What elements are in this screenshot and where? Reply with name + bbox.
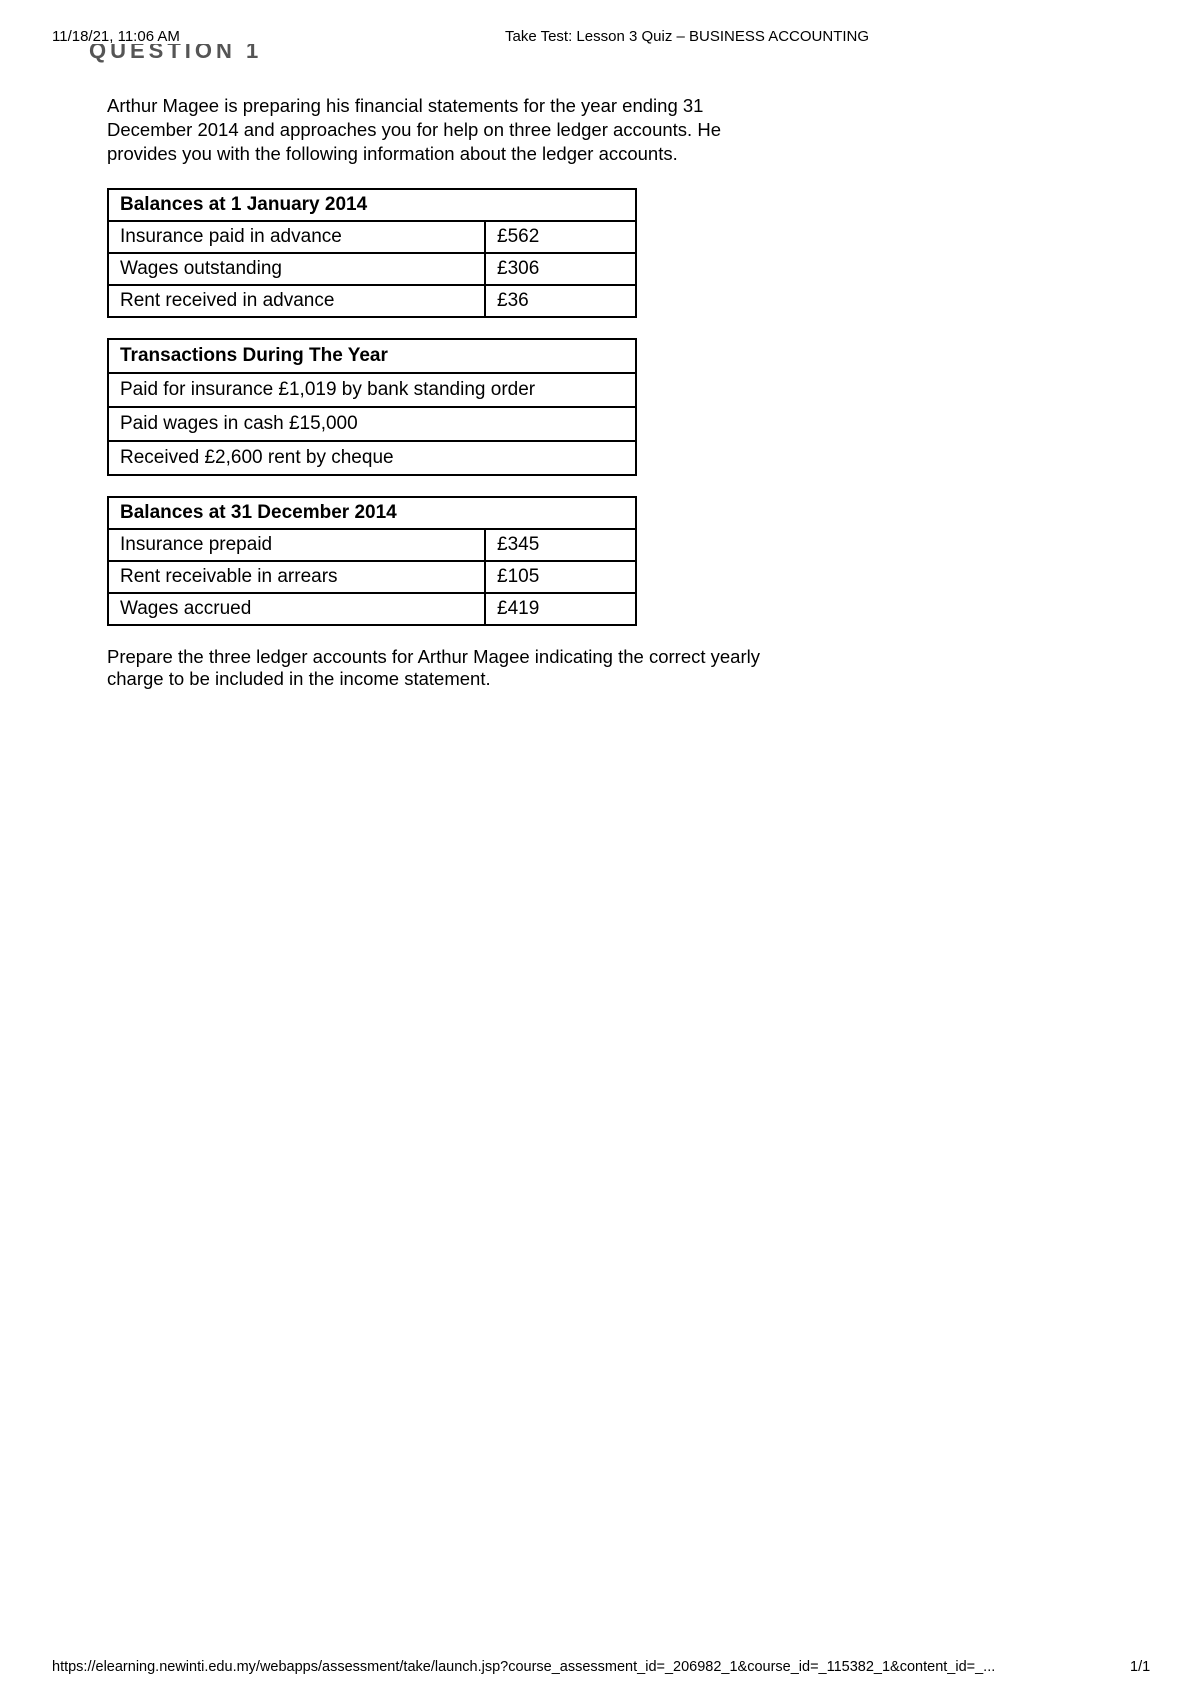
row-label: Insurance prepaid bbox=[108, 529, 485, 561]
question-title bbox=[89, 44, 262, 68]
row-value: £419 bbox=[485, 593, 636, 625]
opening-balances-table bbox=[107, 188, 637, 318]
row-label: Rent receivable in arrears bbox=[108, 561, 485, 593]
table-row bbox=[108, 441, 636, 475]
transactions-heading: Transactions During The Year bbox=[108, 339, 636, 373]
row-value: £306 bbox=[485, 253, 636, 285]
print-datetime: 11/18/21, 11:06 AM bbox=[52, 28, 180, 45]
row-label: Wages accrued bbox=[108, 593, 485, 625]
question-intro: Arthur Magee is preparing his financial statements for the year ending 31 December 2014 and approaches you for help on three ledger accounts. He provides you with the following information about the ledger accounts. bbox=[107, 95, 721, 164]
row-value: £562 bbox=[485, 221, 636, 253]
table-row bbox=[108, 373, 636, 407]
table-row bbox=[108, 593, 636, 625]
closing-balances-table bbox=[107, 496, 637, 626]
transactions-table bbox=[107, 338, 637, 476]
table-header-row bbox=[108, 189, 636, 221]
row-value: £105 bbox=[485, 561, 636, 593]
print-page-title: Take Test: Lesson 3 Quiz – BUSINESS ACCOUNTING bbox=[505, 28, 870, 45]
question-instruction: Prepare the three ledger accounts for Arthur Magee indicating the correct yearly charge to be included in the income statement. bbox=[107, 646, 760, 689]
row-value: £345 bbox=[485, 529, 636, 561]
table-row bbox=[108, 529, 636, 561]
row-value: £36 bbox=[485, 285, 636, 317]
table-header-row bbox=[108, 339, 636, 373]
opening-balances-heading: Balances at 1 January 2014 bbox=[108, 189, 636, 221]
table-row bbox=[108, 221, 636, 253]
row-label: Rent received in advance bbox=[108, 285, 485, 317]
closing-balances-heading: Balances at 31 December 2014 bbox=[108, 497, 636, 529]
question-body bbox=[107, 94, 767, 709]
table-row bbox=[108, 253, 636, 285]
transaction-text: Paid wages in cash £15,000 bbox=[108, 407, 636, 441]
table-row bbox=[108, 561, 636, 593]
print-footer-url: https://elearning.newinti.edu.my/webapps/assessment/take/launch.jsp?course_assessment_id=_206982_1&course_id=_115382_1&content_id=_... bbox=[52, 1659, 996, 1675]
table-row bbox=[108, 407, 636, 441]
row-label: Wages outstanding bbox=[108, 253, 485, 285]
table-header-row bbox=[108, 497, 636, 529]
print-page-number: 1/1 bbox=[1130, 1659, 1151, 1675]
transaction-text: Paid for insurance £1,019 by bank standing order bbox=[108, 373, 636, 407]
row-label: Insurance paid in advance bbox=[108, 221, 485, 253]
transaction-text: Received £2,600 rent by cheque bbox=[108, 441, 636, 475]
table-row bbox=[108, 285, 636, 317]
question-title-text: QUESTION 1 bbox=[89, 44, 263, 63]
